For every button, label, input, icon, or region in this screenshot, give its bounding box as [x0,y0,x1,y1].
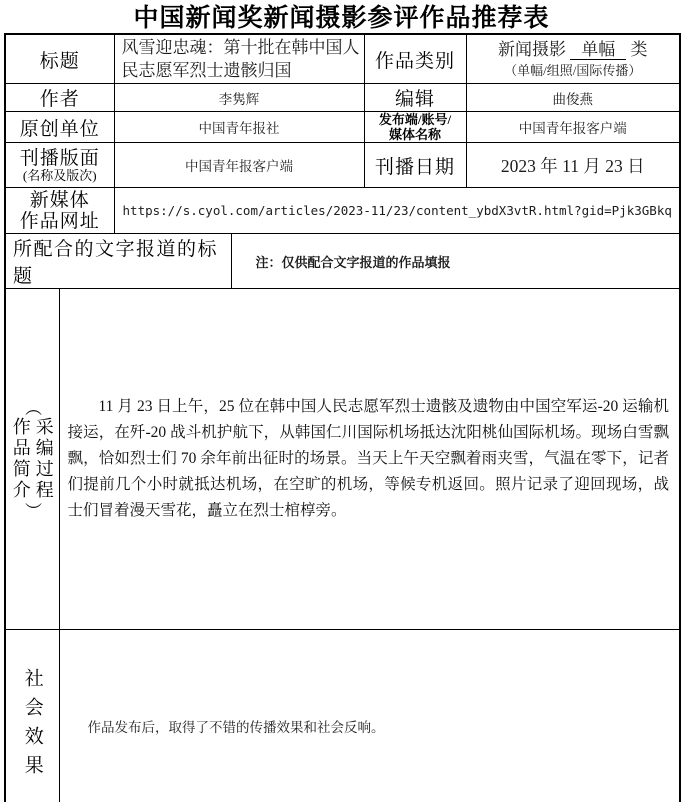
publish-channel-label-line1: 发布端/账号/ [378,112,452,127]
row-title [5,34,680,84]
page-title: 中国新闻奖新闻摄影参评作品推荐表 [133,4,550,32]
row-author-editor [5,84,680,112]
process-value-cell [59,289,680,630]
social-effect-label: 社会效果 [21,668,43,784]
publish-date-label: 刊播日期 [364,143,466,188]
category-value [466,34,680,84]
row-process [5,289,680,630]
publish-channel-value: 中国青年报客户端 [466,112,680,143]
publish-channel-label [364,112,466,143]
category-prefix: 新闻摄影 [498,40,567,59]
social-effect-value-cell [59,630,680,802]
author-value: 李隽辉 [114,84,364,112]
editor-value: 曲俊燕 [466,84,680,112]
row-social-effect [5,630,680,802]
publish-page-value: 中国青年报客户端 [114,143,364,188]
publish-page-label-line2: (名称及版次) [22,167,97,183]
publish-page-label-line1: 刊播版面 [19,147,100,169]
category-selection [467,38,680,62]
title-label: 标题 [5,34,114,84]
category-label: 作品类别 [364,34,466,84]
row-unit-channel [5,112,680,143]
related-report-note: 注：仅供配合文字报道的作品填报 [231,234,680,289]
process-label-paren-close: ） [22,502,42,519]
category-suffix: 类 [630,40,648,59]
url-label-line2: 作品网址 [19,210,100,232]
process-label-left-column: 作品简介 [10,417,31,501]
url-value: https://s.cyol.com/articles/2023-11/23/content_ybdX3vtR.html?gid=Pjk3GBkq [114,188,680,234]
process-label-right-column: 采编过程 [33,417,54,501]
process-label-paren-open: （ [22,399,42,416]
publish-page-label [5,143,114,188]
row-page-date [5,143,680,188]
publish-date-value: 2023 年 11 月 23 日 [466,143,680,188]
category-selected-underlined: 单幅 [570,40,626,60]
recommendation-form-table [4,33,681,802]
social-effect-value: 作品发布后，取得了不错的传播效果和社会反响。 [87,720,385,735]
row-url [5,188,680,234]
process-label [5,289,59,630]
original-unit-label: 原创单位 [5,112,114,143]
publish-channel-label-line2: 媒体名称 [389,127,442,142]
editor-label: 编辑 [364,84,466,112]
related-report-label: 所配合的文字报道的标题 [5,234,231,289]
title-value: 风雪迎忠魂：第十批在韩中国人民志愿军烈士遗骸归国 [114,34,364,84]
process-value: 11 月 23 日上午，25 位在韩中国人民志愿军烈士遗骸及遗物由中国空军运-20 运输机接运，在歼-20 战斗机护航下，从韩国仁川国际机场抵达沈阳桃仙国际机场。现场白雪飘飘，恰如烈士们 70 余年前出征时的场景。当天上午天空飘着雨夹雪，气温在零下，记者们提前几个小时就抵达机场，在空旷的机场，等候专机返回。照片记录了迎回现场，战士们冒着漫天雪花，矗立在烈士棺椁旁。 [67,398,670,519]
social-effect-label-cell [5,630,59,802]
url-label-line1: 新媒体 [29,189,90,211]
author-label: 作者 [5,84,114,112]
original-unit-value: 中国青年报社 [114,112,364,143]
url-label [5,188,114,234]
row-related-report [5,234,680,289]
category-options-note: （单幅/组照/国际传播） [504,63,642,78]
